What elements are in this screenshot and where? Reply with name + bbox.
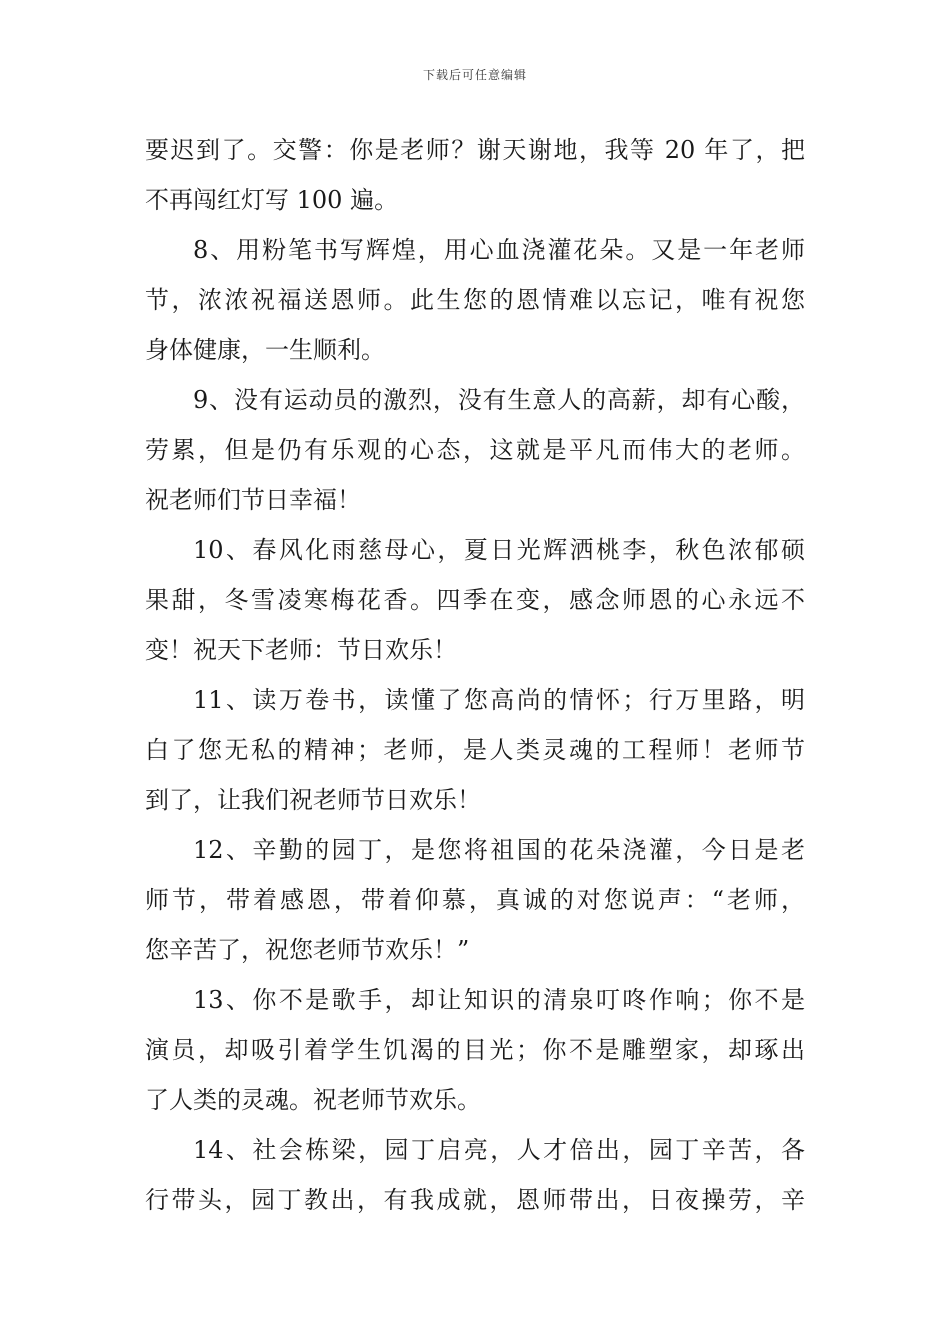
- text-line: 8、用粉笔书写辉煌，用心血浇灌花朵。又是一年老师: [193, 236, 805, 264]
- text-line: 不再闯红灯写 100 遍。: [145, 186, 399, 214]
- text-line: 师节，带着感恩，带着仰慕，真诚的对您说声：“老师，: [145, 886, 805, 914]
- page-header: 下载后可任意编辑: [422, 68, 527, 82]
- text-line: 要迟到了。交警：你是老师？谢天谢地，我等 20 年了，把: [145, 136, 805, 164]
- text-line: 变！祝天下老师：节日欢乐！: [145, 636, 457, 664]
- text-line: 劳累，但是仍有乐观的心态，这就是平凡而伟大的老师。: [145, 436, 805, 464]
- text-line: 演员，却吸引着学生饥渴的目光；你不是雕塑家，却琢出: [145, 1036, 805, 1064]
- text-line: 果甜，冬雪凌寒梅花香。四季在变，感念师恩的心永远不: [145, 586, 805, 614]
- text-line: 身体健康，一生顺利。: [145, 336, 385, 364]
- text-line: 12、辛勤的园丁，是您将祖国的花朵浇灌，今日是老: [193, 836, 805, 864]
- text-line: 10、春风化雨慈母心，夏日光辉洒桃李，秋色浓郁硕: [193, 536, 805, 564]
- text-line: 行带头，园丁教出，有我成就，恩师带出，日夜操劳，辛: [145, 1186, 805, 1214]
- text-line: 到了，让我们祝老师节日欢乐！: [145, 786, 481, 814]
- text-line: 祝老师们节日幸福！: [145, 486, 361, 514]
- text-line: 14、社会栋梁，园丁启亮，人才倍出，园丁辛苦，各: [193, 1136, 805, 1164]
- text-line: 13、你不是歌手，却让知识的清泉叮咚作响；你不是: [193, 986, 805, 1014]
- text-line: 11、读万卷书，读懂了您高尚的情怀；行万里路，明: [193, 686, 805, 714]
- text-line: 白了您无私的精神；老师，是人类灵魂的工程师！老师节: [145, 736, 805, 764]
- text-line: 您辛苦了，祝您老师节欢乐！”: [145, 936, 470, 964]
- text-line: 9、没有运动员的激烈，没有生意人的高薪，却有心酸，: [193, 386, 805, 414]
- text-line: 节，浓浓祝福送恩师。此生您的恩情难以忘记，唯有祝您: [145, 286, 805, 314]
- document-body: [145, 125, 805, 1225]
- text-line: 了人类的灵魂。祝老师节欢乐。: [145, 1086, 481, 1114]
